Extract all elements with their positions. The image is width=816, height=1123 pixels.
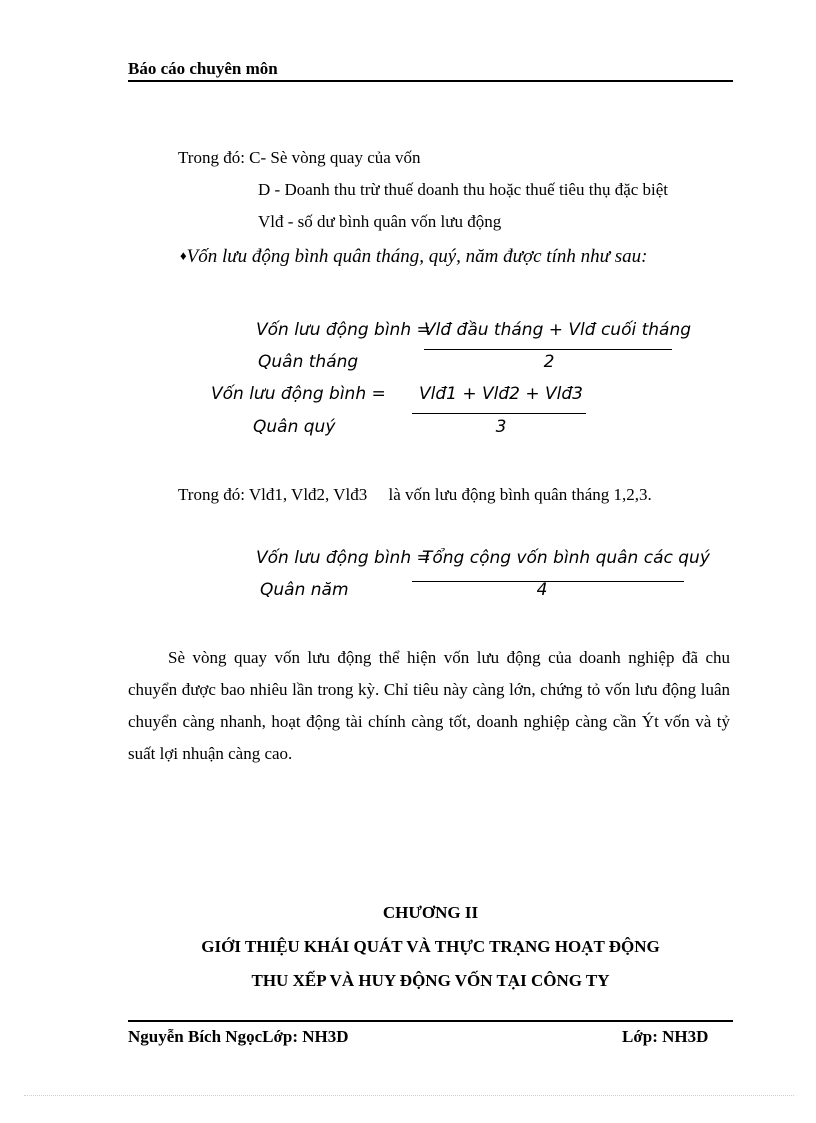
header-rule — [128, 80, 733, 82]
legend-line-vld: Vlđ - số dư bình quân vốn lưu động — [258, 212, 502, 231]
formula-month-fraction-bar — [424, 349, 672, 350]
footer-class: Lớp: NH3D — [622, 1027, 709, 1046]
footer-author: Nguyễn Bích NgọcLớp: NH3D — [128, 1027, 349, 1046]
chapter-number: CHƯƠNG II — [382, 903, 479, 922]
page-header-title: Báo cáo chuyên môn — [128, 59, 278, 78]
bullet-heading-text: Vốn lưu động bình quân tháng, quý, năm được tính như sau: — [186, 246, 648, 267]
chapter-title-line-1: GIỚI THIỆU KHÁI QUÁT VÀ THỰC TRẠNG HOẠT ĐỘNG — [201, 937, 660, 956]
formula-month-numerator: Vlđ đầu tháng + Vlđ cuối tháng — [424, 320, 692, 340]
formula-year-numerator: Tổng cộng vốn bình quân các quý — [422, 548, 710, 568]
formula-month-label-bottom: Quân tháng — [258, 352, 359, 372]
formula-year-label-top: Vốn lưu động bình = — [256, 548, 437, 568]
formula-quarter-label-top: Vốn lưu động bình = — [211, 384, 386, 404]
formula-quarter-denominator: 3 — [495, 417, 507, 437]
formula-quarter-numerator: Vlđ1 + Vlđ2 + Vlđ3 — [419, 384, 583, 404]
formula-month-label-top: Vốn lưu động bình = — [256, 320, 431, 340]
formula-year-label-bottom: Quân năm — [260, 580, 349, 600]
formula-year-denominator: 4 — [536, 580, 548, 600]
formula-quarter-label-bottom: Quân quý — [253, 417, 336, 437]
chapter-title-line-2: THU XẾP VÀ HUY ĐỘNG VỐN TẠI CÔNG TY — [251, 971, 610, 990]
formula-month-denominator: 2 — [543, 352, 555, 372]
legend-vld-months: Trong đó: Vlđ1, Vlđ2, Vlđ3 là vốn lưu động bình quân tháng 1,2,3. — [178, 485, 652, 504]
bullet-heading — [180, 246, 647, 268]
formula-quarter-fraction-bar — [412, 413, 586, 414]
body-paragraph — [128, 642, 730, 770]
page-bottom-border — [24, 1095, 794, 1096]
footer-rule — [128, 1020, 733, 1022]
diamond-bullet-icon: ♦ — [180, 248, 187, 263]
legend-line-d: D - Doanh thu trừ thuế doanh thu hoặc thuế tiêu thụ đặc biệt — [258, 180, 669, 199]
legend-line-c: Trong đó: C- Sè vòng quay của vốn — [178, 148, 421, 167]
paragraph-text: Sè vòng quay vốn lưu động thể hiện vốn lưu động của doanh nghiệp đã chu chuyển được bao nhiêu lần trong kỳ. Chỉ tiêu này càng lớn, chứng tỏ vốn lưu động luân chuyển càng nhanh, hoạt động tài chính càng tốt, doanh nghiệp càng cần Ýt vốn và tỷ suất lợi nhuận càng cao. — [128, 648, 730, 763]
